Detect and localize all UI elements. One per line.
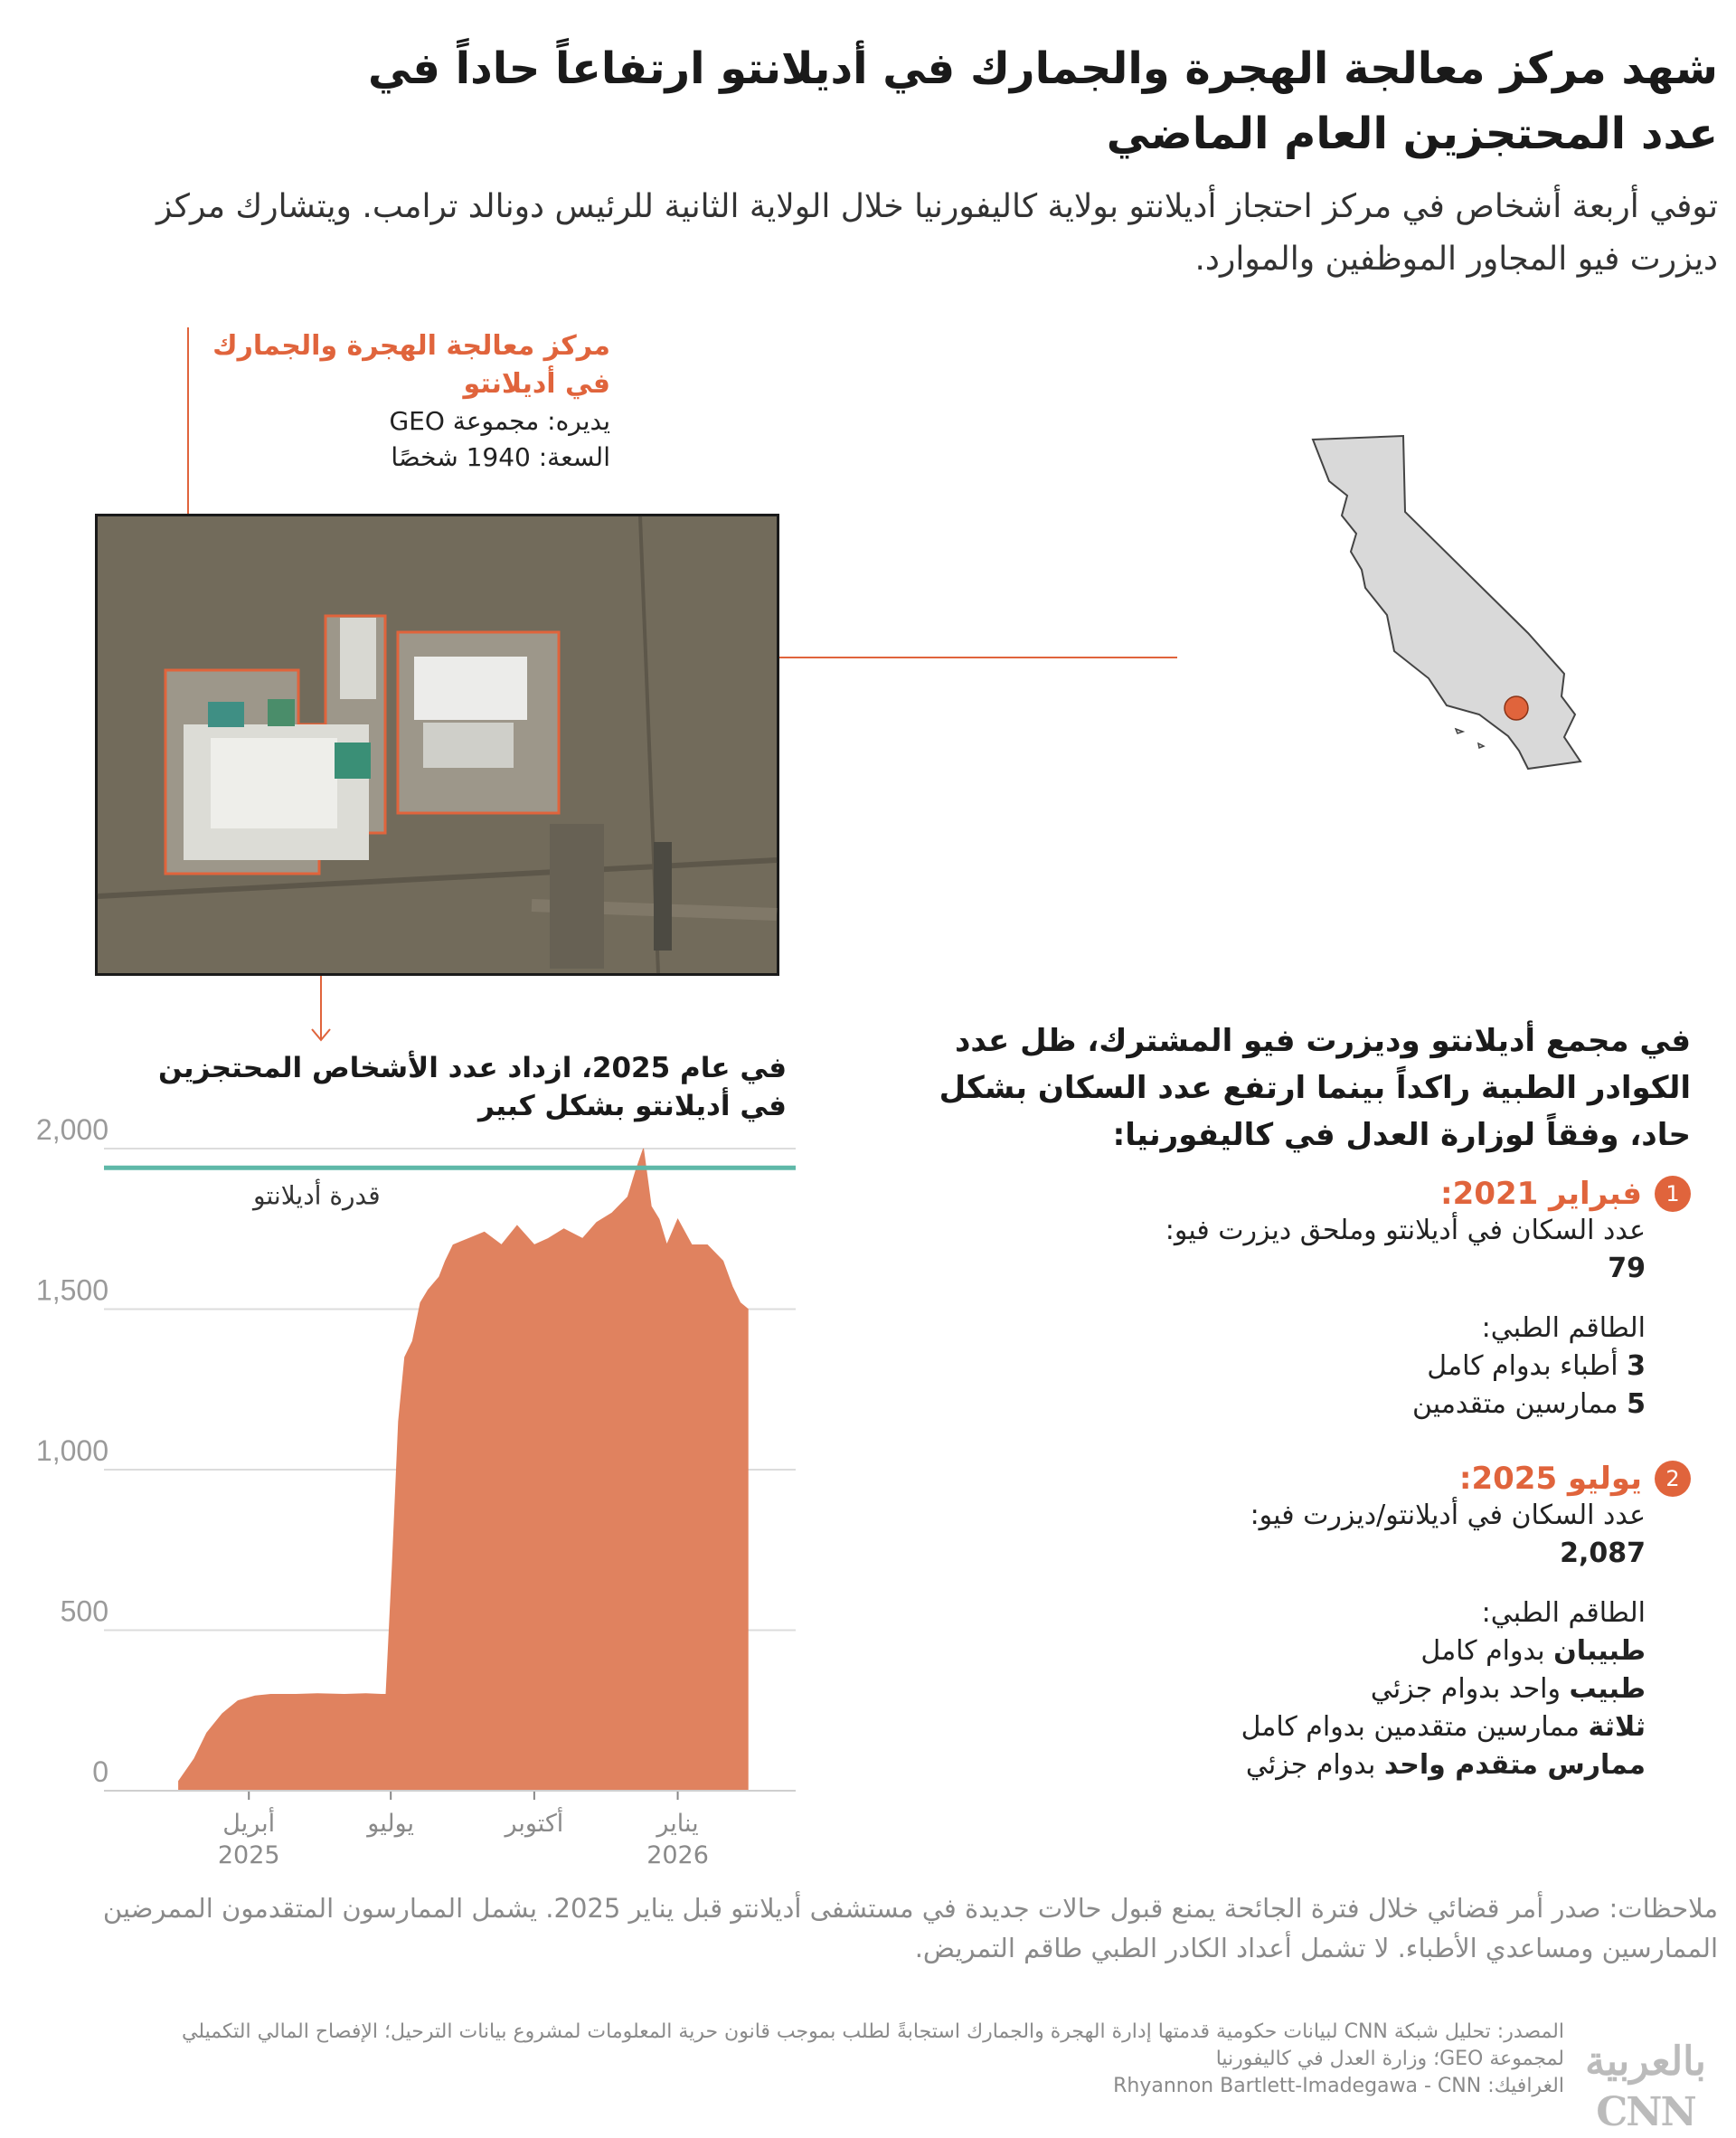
adelanto-location-marker xyxy=(1505,696,1528,720)
y-tick-label: 1,500 xyxy=(35,1273,108,1307)
x-tick-year: 2026 xyxy=(646,1841,709,1869)
step-badge-1: 1 xyxy=(1655,1176,1691,1212)
section-heading xyxy=(1148,1176,1691,1212)
chart-title: في عام 2025، ازداد عدد الأشخاص المحتجزين في أديلانتو بشكل كبير xyxy=(157,1052,787,1122)
staff-line xyxy=(1148,1746,1646,1784)
x-tick-label: يناير xyxy=(656,1810,699,1838)
y-tick-label: 500 xyxy=(60,1594,108,1628)
staff-count: ممارس متقدم واحد xyxy=(1383,1749,1646,1781)
detainee-population-chart xyxy=(35,1113,814,1869)
staff-count: طبيبان xyxy=(1553,1635,1646,1667)
x-tick-label: أبريل xyxy=(222,1810,276,1838)
step-badge-2: 2 xyxy=(1655,1461,1691,1497)
staff-label: الطاقم الطبي: xyxy=(1481,1597,1646,1629)
adelanto-operator: يديره: مجموعة GEO xyxy=(389,406,610,436)
staff-line xyxy=(1148,1670,1646,1708)
population-label: عدد السكان في أديلانتو وملحق ديزرت فيو: xyxy=(1165,1215,1646,1246)
staff-desc: ممارسين متقدمين بدوام كامل xyxy=(1241,1711,1589,1743)
california-state-shape xyxy=(1313,436,1580,769)
staff-count: 5 xyxy=(1627,1388,1646,1420)
aerial-illustration xyxy=(98,516,777,973)
chart-notes: ملاحظات: صدر أمر قضائي خلال فترة الجائحة يمنع قبول حالات جديدة في مستشفى أديلانتو قبل يناير 2025. يشمل الممارسون المتقدمون الممرضين الممارسين ومساعدي الأطباء. لا تشمل أعداد الكادر الطبي طاقم التمريض. xyxy=(102,1893,1718,1963)
population-label: عدد السكان في أديلانتو/ديزرت فيو: xyxy=(1250,1499,1646,1531)
california-map xyxy=(1293,425,1727,796)
y-tick-label: 0 xyxy=(92,1755,108,1788)
source-text: المصدر: تحليل شبكة CNN لبيانات حكومية قدمتها إدارة الهجرة والجمارك استجابةً لطلب بموجب قانون حرية المعلومات لمشروع بيانات الترحيل؛ الإفصاح المالي التكميلي لمجموعة GEO؛ وزارة العدل في كاليفورنيا xyxy=(182,2020,1564,2070)
source-block xyxy=(118,2019,1564,2100)
staff-desc: أطباء بدوام كامل xyxy=(1427,1350,1628,1382)
section-date: يوليو 2025: xyxy=(1458,1461,1642,1497)
population-value: 2,087 xyxy=(1560,1537,1646,1569)
cnn-arabic-logo: بالعربية CNN xyxy=(1585,2039,1706,2135)
aerial-satellite-image xyxy=(95,514,779,976)
section-feb-2021 xyxy=(1148,1176,1691,1424)
staff-line xyxy=(1148,1708,1646,1746)
staff-line xyxy=(1148,1386,1646,1424)
medical-staff-intro: في مجمع أديلانتو وديزرت فيو المشترك، ظل عدد الكوادر الطبية راكداً بينما ارتفع عدد السكان بشكل حاد، وفقاً لوزارة العدل في كاليفورنيا: xyxy=(939,1023,1691,1153)
staff-count: 3 xyxy=(1627,1350,1646,1382)
staff-count: طبيب xyxy=(1569,1673,1646,1705)
adelanto-capacity: السعة: 1940 شخصًا xyxy=(391,442,610,472)
section-jul-2025 xyxy=(1148,1461,1691,1784)
staff-line xyxy=(1148,1632,1646,1670)
page-subtitle: توفي أربعة أشخاص في مركز احتجاز أديلانتو بولاية كاليفورنيا خلال الولاية الثانية للرئيس دونالد ترامب. ويتشارك مركز ديزرت فيو المجاور الموظفين والموارد. xyxy=(156,188,1718,278)
page-title: شهد مركز معالجة الهجرة والجمارك في أديلانتو ارتفاعاً حاداً في عدد المحتجزين العام الماضي xyxy=(367,43,1718,159)
staff-label: الطاقم الطبي: xyxy=(1481,1312,1646,1344)
staff-desc: بدوام جزئي xyxy=(1245,1749,1384,1781)
x-tick-year: 2025 xyxy=(217,1841,280,1869)
y-tick-label: 2,000 xyxy=(35,1113,108,1146)
staff-desc: بدوام كامل xyxy=(1420,1635,1554,1667)
staff-count: ثلاثة xyxy=(1588,1711,1646,1743)
x-tick-label: أكتوبر xyxy=(505,1810,564,1838)
population-value: 79 xyxy=(1608,1253,1646,1284)
section-date: فبراير 2021: xyxy=(1440,1176,1642,1212)
capacity-line-label: قدرة أديلانتو xyxy=(253,1180,381,1211)
staff-desc: ممارسين متقدمين xyxy=(1411,1388,1628,1420)
staff-line xyxy=(1148,1348,1646,1386)
graphic-credit: الغرافيك: Rhyannon Bartlett-Imadegawa - CNN xyxy=(1113,2075,1564,2097)
y-tick-label: 1,000 xyxy=(35,1434,108,1467)
staff-desc: واحد بدوام جزئي xyxy=(1370,1673,1570,1705)
adelanto-callout-title: مركز معالجة الهجرة والجمارك في أديلانتو xyxy=(212,330,610,400)
x-tick-label: يوليو xyxy=(367,1810,415,1838)
channel-islands xyxy=(1456,729,1484,748)
section-heading xyxy=(1148,1461,1691,1497)
